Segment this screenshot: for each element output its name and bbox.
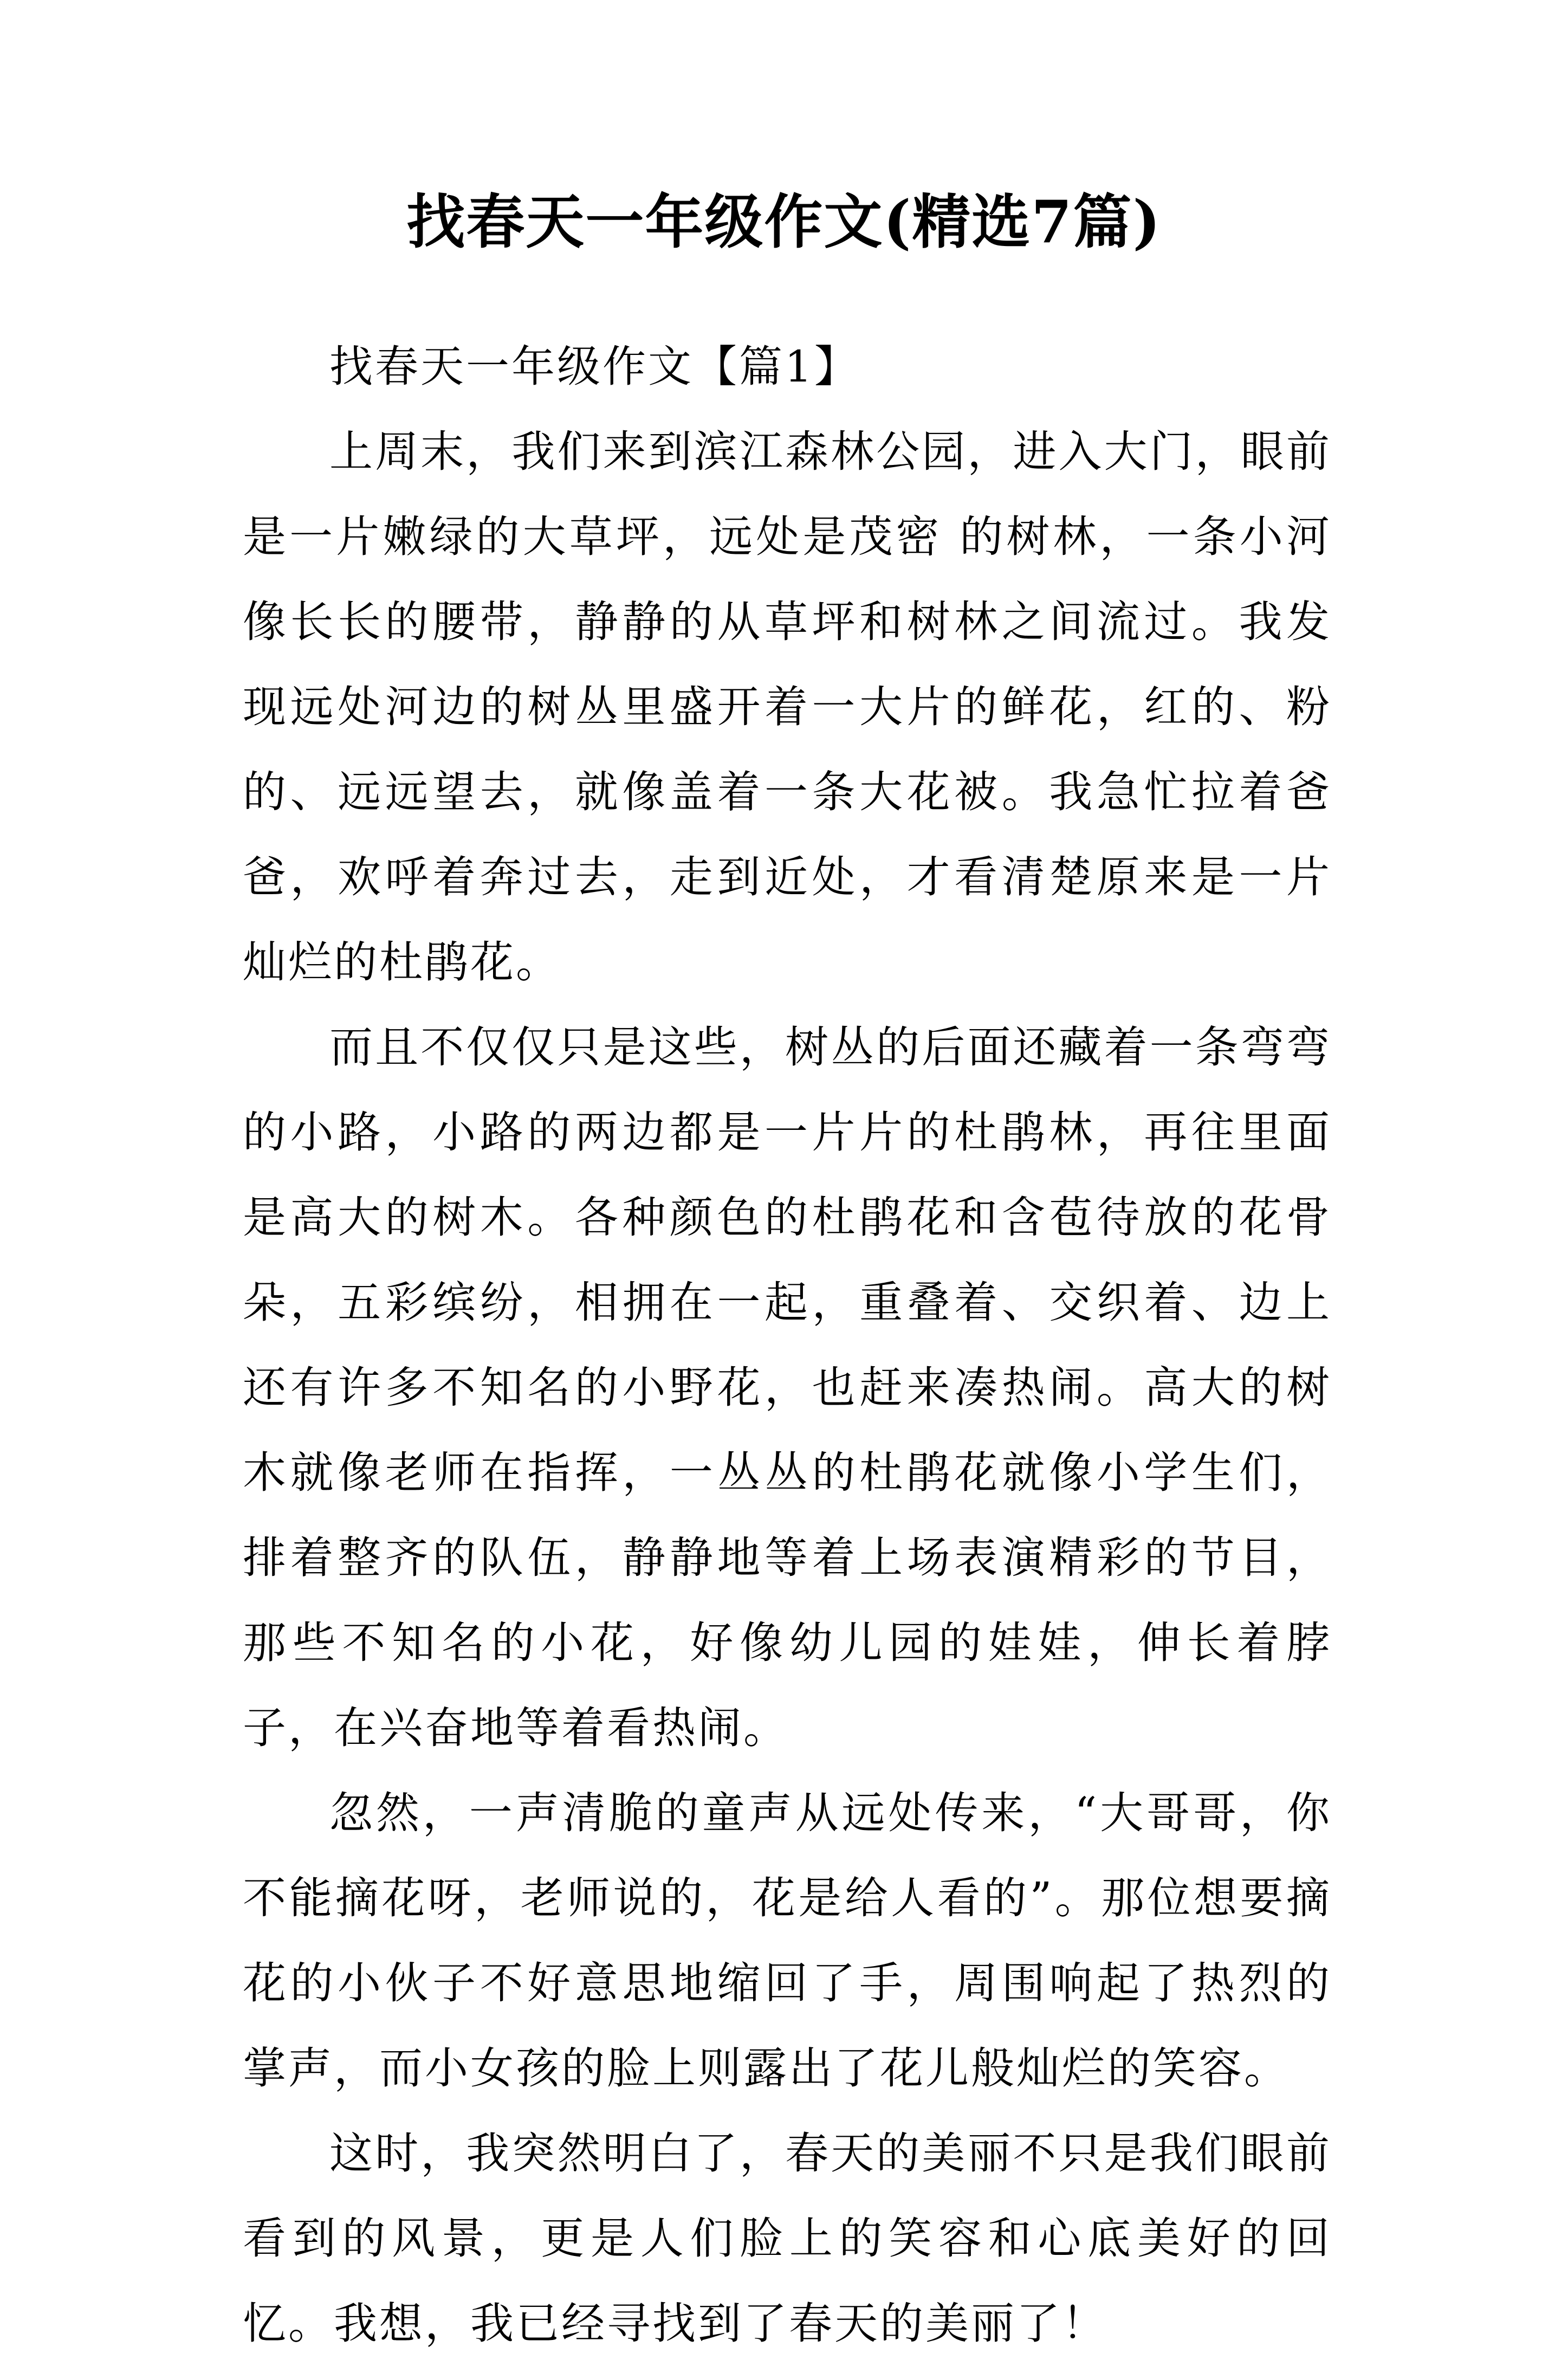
document-title: 找春天一年级作文(精选7篇): [406, 188, 1162, 256]
paragraph-3: 忽然，一声清脆的童声从远处传来，“大哥哥，你不能摘花呀，老师说的，花是给人看的”。那位想要摘花的小伙子不好意思地缩回了手，周围响起了热烈的掌声，而小女孩的脸上则露出了花儿般灿烂的笑容。: [243, 1788, 1332, 2093]
document-body: [243, 324, 1332, 2366]
section-heading: 找春天一年级作文【篇1】: [329, 341, 860, 392]
paragraph-4: 这时，我突然明白了，春天的美丽不只是我们眼前看到的风景，更是人们脸上的笑容和心底美好的回忆。我想，我已经寻找到了春天的美丽了！: [243, 2128, 1332, 2349]
paragraph-2: 而且不仅仅只是这些，树丛的后面还藏着一条弯弯的小路，小路的两边都是一片片的杜鹃林，再往里面是高大的树木。各种颜色的杜鹃花和含苞待放的花骨朵，五彩缤纷，相拥在一起，重叠着、交织着、边上还有许多不知名的小野花，也赶来凑热闹。高大的树木就像老师在指挥，一丛丛的杜鹃花就像小学生们，排着整齐的队伍，静静地等着上场表演精彩的节目，那些不知名的小花，好像幼儿园的娃娃，伸长着脖子，在兴奋地等着看热闹。: [243, 1022, 1332, 1753]
paragraph-1: 上周末，我们来到滨江森林公园，进入大门，眼前是一片嫩绿的大草坪，远处是茂密 的树林，一条小河像长长的腰带，静静的从草坪和树林之间流过。我发现远处河边的树丛里盛开着一大片的鲜花，红的、粉的、远远望去，就像盖着一条大花被。我急忙拉着爸爸，欢呼着奔过去，走到近处，才看清楚原来是一片灿烂的杜鹃花。: [243, 426, 1332, 987]
